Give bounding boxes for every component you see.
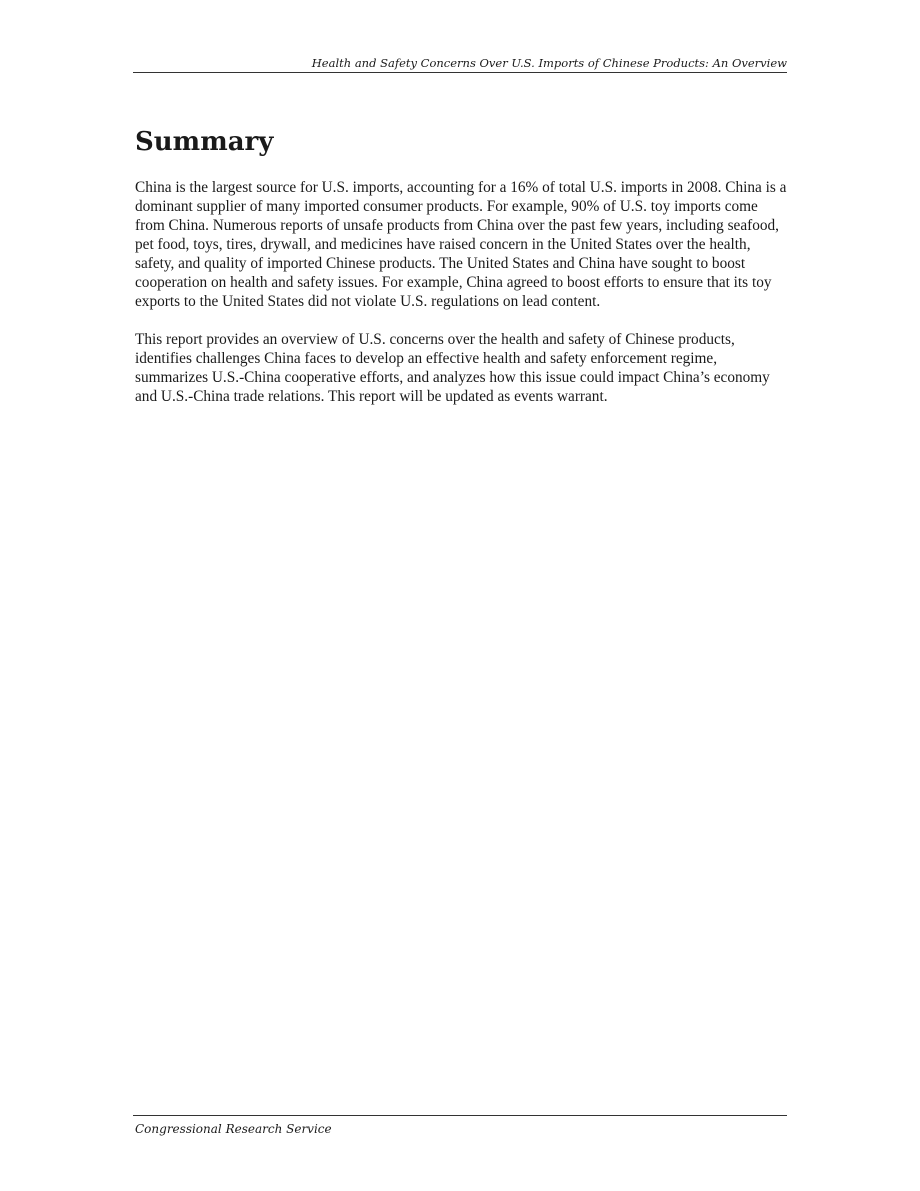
footer-divider (133, 1115, 787, 1116)
summary-body (135, 178, 787, 425)
page-title: Summary (135, 127, 274, 157)
header-divider (133, 72, 787, 73)
running-footer-organization: Congressional Research Service (135, 1122, 332, 1136)
summary-paragraph-1: China is the largest source for U.S. imports, accounting for a 16% of total U.S. imports in 2008. China is a dominant supplier of many imported consumer products. For example, 90% of U.S. toy imports come from China. Numerous reports of unsafe products from China over the past few years, including seafood, pet food, toys, tires, drywall, and medicines have raised concern in the United States over the health, safety, and quality of imported Chinese products. The United States and China have sought to boost cooperation on health and safety issues. For example, China agreed to boost efforts to ensure that its toy exports to the United States did not violate U.S. regulations on lead content. (135, 179, 787, 310)
summary-paragraph-2: This report provides an overview of U.S. concerns over the health and safety of Chinese products, identifies challenges China faces to develop an effective health and safety enforcement regime, summarizes U.S.-China cooperative efforts, and analyzes how this issue could impact China’s economy and U.S.-China trade relations. This report will be updated as events warrant. (135, 331, 770, 405)
running-header-title: Health and Safety Concerns Over U.S. Imports of Chinese Products: An Overview (311, 56, 787, 70)
